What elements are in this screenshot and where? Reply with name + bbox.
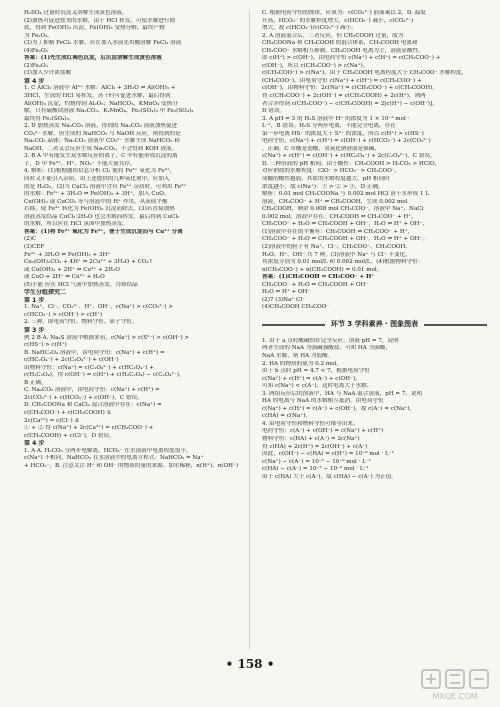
left-column-line: 答案：(1)先生成红褐色沉淀，后沉淀溶解生成黄色溶液 [24, 55, 162, 62]
right-column-line: 电荷守恒，c(Na⁺) + c(H⁺) = c(OH⁻) + c(HCO₃⁻) + 2c(CO₃²⁻) [262, 138, 431, 145]
left-column-line: 最终得 Fe₂(SO₄)₃。 [24, 115, 75, 122]
section-banner [262, 318, 487, 332]
left-column-line: Cu(OH)₂ 或 CuCO₃ 等与溶液中的 H⁺ 作用，从而使平衡 [24, 198, 168, 205]
left-column-line: (2)C [24, 236, 37, 243]
left-column-line: 4. 解析：(1)根据题给信息分析 Cl₂ 能将 Fe²⁺ 氧化为 Fe³⁺， [24, 168, 176, 175]
right-column-line: (CH₃COO⁻)，由电荷守恒 c(Na⁺) + c(H⁺) = c(CH₃COO⁻) + [262, 77, 422, 84]
right-column-line: 3. 两组反应后的溶液中，HA 与 NaA 混合溶液，pH = 7，说明 [262, 390, 423, 397]
right-column-line: 溶液，CH₃COO⁻ + H⁺ ⇌ CH₃COOH，生成 0.002 mol [262, 198, 408, 205]
left-column-line: Na₂CO₃ 晶体；Na₂CO₃ 溶液中 CO₃²⁻ 水解生成 NaHCO₃ 和 [24, 138, 180, 145]
right-column-line: 成酸的酸性越弱，其盐的水解程度越大，pH 相同时 [262, 176, 390, 183]
page-number: • 158 • [225, 657, 275, 671]
left-column-line: 底，得到 Fe(OH)₃ 沉淀，Fe(OH)₃ 受热分解，最终产物 [24, 25, 165, 32]
right-column-line: 两者生成的 NaA 为强碱强酸盐，可知 HA 为强酸， [262, 345, 391, 352]
left-column-line: H₂SO₄ 过量时沉淀又溶解生成黄色溶液。 [24, 10, 128, 16]
left-column-line: C. Na₂CO₃ 溶液中，由电荷守恒：c(Na⁺) + c(H⁺) = [24, 387, 160, 394]
right-column-line: 2. A 溶液混合后，二者反应，但 CH₃COOH 过量，故为 [262, 32, 404, 39]
left-column-line: (3)加入少许浓盐酸 [24, 70, 72, 77]
section-banner-label: 环节 3 学科素养 · 图象图表 [325, 321, 424, 329]
left-column-line: 2c(Ca²⁺) = c(Cl⁻) ② [24, 417, 80, 424]
column-divider [249, 10, 250, 650]
right-column-line: 即 c(H⁺) > c(OH⁻)，由电荷守恒 c(Na⁺) + c(H⁺) = c(CH₃COO⁻) + [262, 55, 441, 62]
right-column-line: c(Na⁺) + c(H⁺) = c(OH⁻) + c(HC₂O₄⁻) + 2c(C₂O₄²⁻)，C 错误。 [262, 153, 436, 160]
left-column-line: 解，只有硫酸镁溶液 Na₂CO₃、K₂MnO₄、Fe₂(SO₄)₃ 中 Fe₂(SO₄)₃ [24, 108, 194, 115]
left-column-line: 1. C AlCl₃ 溶液中 Al³⁺ 水解：AlCl₃ + 3H₂O ⇌ Al(OH)₃ + [24, 85, 176, 92]
left-column-line: B. NaHC₂O₄ 溶液中，由电荷守恒：c(Na⁺) + c(H⁺) = [24, 349, 165, 356]
right-column-line: CH₃COO⁻ + H₂O ⇌ CH₃COOH + OH⁻ [262, 281, 369, 288]
right-column-line: ，正确。C 草酸是弱酸，氢氧化钠溶液是强碱， [262, 145, 380, 152]
left-column-line: c(CH₃COO⁻) + c(CH₃COOH) ① [24, 409, 112, 416]
left-column-line: 或 CuO + 2H⁺ ⇌ Cu²⁺ + H₂O [24, 274, 105, 281]
left-column-line: Cu₂(OH)₂CO₃ + 4H⁺ ⇌ 2Cu²⁺ + 3H₂O + CO₂↑ [24, 259, 154, 266]
right-column-line: CH₃COO⁻ 水解相互抑制，CH₃COOH 电离为主，溶液显酸性， [262, 47, 424, 54]
right-column-line: 答案：(1)CH₃COOH ⇌ CH₃COO⁻ + H⁺ [262, 274, 375, 281]
left-column-line: (2)Fe₂O₃ [24, 62, 48, 69]
left-column-line: (3)为了抑制 FeCl₃ 水解，应在加入水前先用酸溶解 FeCl₃ 溶液 [24, 40, 182, 47]
left-column-line: 的水解：Fe³⁺ + 3H₂O ⇌ Fe(OH)₃ + 3H⁺，加入 CuO、 [24, 191, 170, 198]
left-column-line: 子，D 中 Fe³⁺、H⁺、NO₃⁻ 不能大量共存。 [24, 160, 136, 167]
left-column-line: 3. B A 中有能发生双水解反应的离子，C 中有能形成沉淀的离 [24, 153, 178, 160]
left-column-line: 第 4 步 [24, 77, 45, 85]
right-column-line: 第一步电离 HS⁻ 的浓度大于 S²⁻ 的浓度，所以 c(H⁺) > c(HS⁻) [262, 130, 424, 137]
right-column-line: H₂O ⇌ H⁺ + OH⁻ [262, 289, 311, 296]
left-column-line: 3HCl，生成的 HCl 易挥发，蒸干时可促进水解，最后得到 [24, 93, 171, 100]
right-column-line: 解析：0.01 mol CH₃COONa 与 0.002 mol HCl 溶于水形成 1 L [262, 191, 430, 198]
right-column-line: CH₃COO⁻ + H₂O ⇌ CH₃COOH + OH⁻，H₂O ⇌ H⁺ + OH⁻。 [262, 236, 429, 243]
left-column-line: 为 Fe₂O₃。 [24, 32, 53, 39]
left-column-line: CO₃²⁻ 水解，但生成的 NaHCO₃ 与 NaOH 反应，则得到的是 [24, 130, 181, 137]
left-column-line: 第 3 步 [24, 326, 45, 334]
right-column-line: n(CH₃COO⁻) + n(CH₃COOH) = 0.01 mol。 [262, 266, 383, 273]
right-column-line: 由于 b 点时 pH = 4.7 < 7，根据电荷守恒 [262, 368, 370, 375]
right-column-line: D 错误。 [262, 108, 286, 115]
right-column-line: 可知 c(Na⁺) < c(A⁻)，这时电离大于水解。 [262, 383, 373, 390]
left-column-line: c(Na⁺) 不相同，NaHCO₃ 在水溶液中的电离方程式：NaHCO₃ = Na⁺ [24, 455, 204, 462]
right-column-line: c(HA) = c(Na⁺)。 [262, 413, 311, 420]
left-column-line: 第 1 步 [24, 296, 45, 304]
right-column-line: 其浓度分别为 0.01 mol/L 和 0.002 mol/L。(4)根据物料守恒： [262, 259, 424, 266]
right-column-line: L⁻¹，B 错误。H₂S 分两步电离，不能完全电离，存在 [262, 123, 396, 130]
left-column [24, 10, 249, 470]
left-column-line: (3)CEF [24, 243, 45, 250]
right-column-line: 对应钠盐的水解程度：ClO⁻ > HCO₃⁻ > CH₃COO⁻， [262, 168, 401, 175]
left-column-line: 2c(CO₃²⁻) + c(HCO₃⁻) + c(OH⁻)，C 错误。 [24, 394, 143, 401]
left-column-line: c(H₂C₂O₄)，得 c(OH⁻) = c(H⁺) + c(H₂C₂O₄) − c(C₂O₄²⁻)， [24, 372, 185, 379]
left-column-line: Al(OH)₃ 沉淀，灼烧得到 Al₂O₃；NaHCO₃、KMnO₄ 受热分 [24, 100, 178, 107]
left-column-line: 右移，使 Fe³⁺ 转化为 Fe(OH)₃ 沉淀而除去。(3)若直接加热 [24, 206, 175, 213]
left-column-line: c(HCO₃⁻) > c(OH⁻) > c(H⁺) [24, 311, 103, 318]
right-column-line: CH₃COOH，剩余 0.008 mol CH₃COO⁻，溶液中 Na⁺、NaCl [262, 206, 424, 213]
left-column-line: 溶液蒸发结晶 CuCl₂·2H₂O 也会水解而挥发，最后得到 CuCl₂ [24, 213, 180, 220]
right-column-line: 因此，c(OH⁻) − c(HA) = c(H⁺) = 10⁻⁹ mol · L⁻¹ [262, 451, 394, 458]
right-column-line: 由于 c(HA) 大于 c(A⁻)，故 c(HA) − c(A⁻) 为正值。 [262, 473, 397, 480]
left-column-line: 答案：(1)将 Fe²⁺ 氧化为 Fe³⁺，便于生成沉淀而与 Cu²⁺ 分离 [24, 228, 183, 235]
left-column-line: 的水解，所以应在 HCl 氛围中加热蒸发。 [24, 221, 129, 228]
right-column-line: 1. 由于 a 点时酸碱恰好完全反应，溶液 pH = 7，说明 [262, 337, 399, 344]
right-column-line: H₂O、H⁺、OH⁻ 共 7 种。(3)溶液中 Na⁺ 与 Cl⁻ 不变化， [262, 251, 411, 258]
left-column-line: 的是 H₂O₂。(2)当 CuCl₂ 溶液中含有 Fe³⁺ 杂质时，可利用 Fe³⁺ [24, 183, 187, 190]
right-column-line: 电荷守恒：c(A⁻) + c(OH⁻) = c(Na⁺) + c(H⁺) [262, 428, 384, 435]
right-column-line: 0.002 mol，溶液中存在：CH₃COOH ⇌ CH₃COO⁻ + H⁺， [262, 213, 417, 220]
right-column-line: HA 的电离与 NaA 的水解相互抵消。由电荷守恒 [262, 398, 384, 405]
watermark-logo [416, 667, 494, 701]
left-column-line: c(HC₂O₄⁻) + 2c(C₂O₄²⁻) + c(OH⁻) [24, 357, 119, 364]
right-column-line: (4)CH₃COOH CH₃COO⁻ [262, 304, 330, 311]
left-column-line: 或 Cu(OH)₂ + 2H⁺ ⇌ Cu²⁺ + 2H₂O [24, 266, 120, 273]
right-column-line: 升高，HCO₃⁻ 的水解程度增大，c(HCO₃⁻) 减小，c(CO₃²⁻) [262, 17, 414, 24]
right-column-line: CH₃COO⁻ + H₂O ⇌ CH₃COOH + OH⁻，H₂O ⇌ H⁺ + OH⁻， [262, 221, 429, 228]
right-column-line: 2. HA 的物质的量为 0.2 mol， [262, 360, 342, 367]
right-column-line: 4. 由电荷守恒和物料守恒可推导出来。 [262, 420, 359, 427]
right-column-line: c(CH₃COO⁻) > c(Na⁺)，由于 CH₃COOH 电离程度大于 CH₃COO⁻ 水解程度， [262, 70, 468, 77]
left-column-line: + HCO₃⁻，B. 注意关注 H⁺ 和 OH⁻ 的物质的量的来源。加水稀释，n(H⁺)、n(OH⁻) [24, 462, 239, 469]
right-column-line: c(Na⁺) − c(A⁻) = 10⁻⁵ − 10⁻⁹ mol · L⁻¹ [262, 458, 372, 465]
left-column-line: 由物料守恒：c(Na⁺) = c(C₂O₄²⁻) + c(HC₂O₄⁻) + [24, 364, 154, 371]
left-column-line: 2. D 加热蒸发 Na₂CO₃ 溶液，得到的 Na₂CO₃ 溶液加热促进 [24, 123, 178, 130]
left-column-line: c(HS⁻) > c(H⁺) [24, 342, 67, 349]
left-column-line: 1. A A. H₂CO₃ 分两步电解离，HCO₃⁻ 在水溶液中电离程度很小， [24, 447, 192, 454]
right-column-line: 得 c(HA) + 2c(H⁺) = 2c(OH⁻) + c(A⁻) [262, 443, 368, 450]
left-column-line: 学生分组探究二 [24, 289, 67, 297]
watermark-stamp-icon [416, 667, 494, 693]
right-column-line: 者合并得到 c(CH₃COO⁻) − c(CH₃COOH) = 2[c(H⁺) − c(OH⁻)]， [262, 100, 438, 107]
left-column-line: (4)Fe₂O₃ [24, 47, 48, 54]
left-column-line: (2)加热可促进盐类的水解，由于 HCl 挥发，可使水解进行彻 [24, 17, 176, 24]
left-column-line: (5)不能 应在 HCl 气流中加热蒸发，冷却结晶 [24, 281, 138, 288]
left-column-line: NaOH，二者又会反应生成 Na₂CO₃，不会得到 KOH 溶液。 [24, 145, 178, 152]
right-column-line: c(OH⁻)，所以 c(CH₃COO⁻) > c(Na⁺)。 [262, 62, 369, 69]
right-column-line: (1)溶液中存在的平衡有：CH₃COOH ⇌ CH₃COO⁻ + H⁺， [262, 228, 414, 235]
right-column-line: c(Na⁺) + c(H⁺) = c(A⁻) + c(OH⁻)，故 c(A⁻) = c(Na⁺)， [262, 405, 416, 412]
left-column-line: Fe³⁺ + 3H₂O ⇌ Fe(OH)₃ + 3H⁺ [24, 251, 111, 258]
right-column-line: 得 c(CH₃COO⁻) + 2c(OH⁻) = c(CH₃COOH) + 2c(H⁺)，则两 [262, 93, 426, 100]
right-column-line: (2)7 (3)Na⁺ Cl⁻ [262, 296, 306, 303]
left-column-line: D. CH₃COONa 和 CaCl₂ 混合溶液中存在：c(Na⁺) = [24, 402, 162, 409]
left-column-line: 第 4 步 [24, 440, 45, 448]
left-column-line: 1. Na⁺、Cl⁻、CO₃²⁻、H⁺、OH⁻，c(Na⁺) > c(CO₃²⁻) > [24, 304, 174, 311]
right-column [262, 10, 487, 481]
right-column-line: NaA 水解，则 HA 为弱酸。 [262, 352, 334, 359]
right-column-line: C. 根据电荷守恒的规律，应该为：c(CO₃²⁻) 前面乘以 2。D. 温度 [262, 10, 426, 16]
left-column-line: c(CH₃COOH) + c(Cl⁻)，D 错误。 [24, 432, 115, 439]
right-column-line: c(Na⁺) + c(H⁺) = c(A⁻) + c(OH⁻)， [262, 375, 361, 382]
right-column-line: 3. A pH = 3 的 H₂S 溶液中 H⁺ 的浓度为 1 × 10⁻³ mol · [262, 115, 410, 122]
watermark-text: MXQE.COM [432, 692, 478, 701]
right-column-line: D. 三种溶液的 pH 相同，由于酸性：CH₃COOH > H₂CO₃ > HClO， [262, 160, 441, 167]
right-column-line: 物料守恒：c(HA) + c(A⁻) = 2c(Na⁺) [262, 435, 360, 442]
left-column-line: 2. 三种，即电荷守恒、物料守恒、质子守恒。 [24, 319, 138, 326]
right-column-line: 浓度越小，故 c(Na⁺)：① > ② > ③，D 正确。 [262, 183, 384, 190]
left-column-line: ① + ② 得 c(Na⁺) + 2c(Ca²⁺) = c(CH₃COO⁻) + [24, 425, 154, 432]
right-column-line: CH₃COONa 和 CH₃COOH 的混合体系，CH₃COOH 电离和 [262, 40, 418, 47]
left-column-line: B 正确。 [24, 379, 47, 386]
right-column-line: 增大，故 c(HCO₃⁻)/c(CO₃²⁻) 减小。 [262, 25, 357, 32]
right-column-line: (2)溶液中的粒子有 Na⁺、Cl⁻、CH₃COO⁻、CH₃COOH、 [262, 243, 411, 250]
left-column-line: 同时又不能引入杂质，由上述提供的几种氧化剂中，应加入 [24, 176, 170, 183]
left-column-line: 例 2 B A. Na₂S 溶液中根据来看，c(Na⁺) > c(S²⁻) > c(OH⁻) > [24, 334, 190, 341]
right-column-line: c(OH⁻)，由物料守恒：2c(Na⁺) = c(CH₃COO⁻) + c(CH₃COOH)， [262, 85, 438, 92]
right-column-line: c(HA) − c(A⁻) = 10⁻⁵ − 10⁻⁹ mol · L⁻¹ [262, 466, 369, 473]
